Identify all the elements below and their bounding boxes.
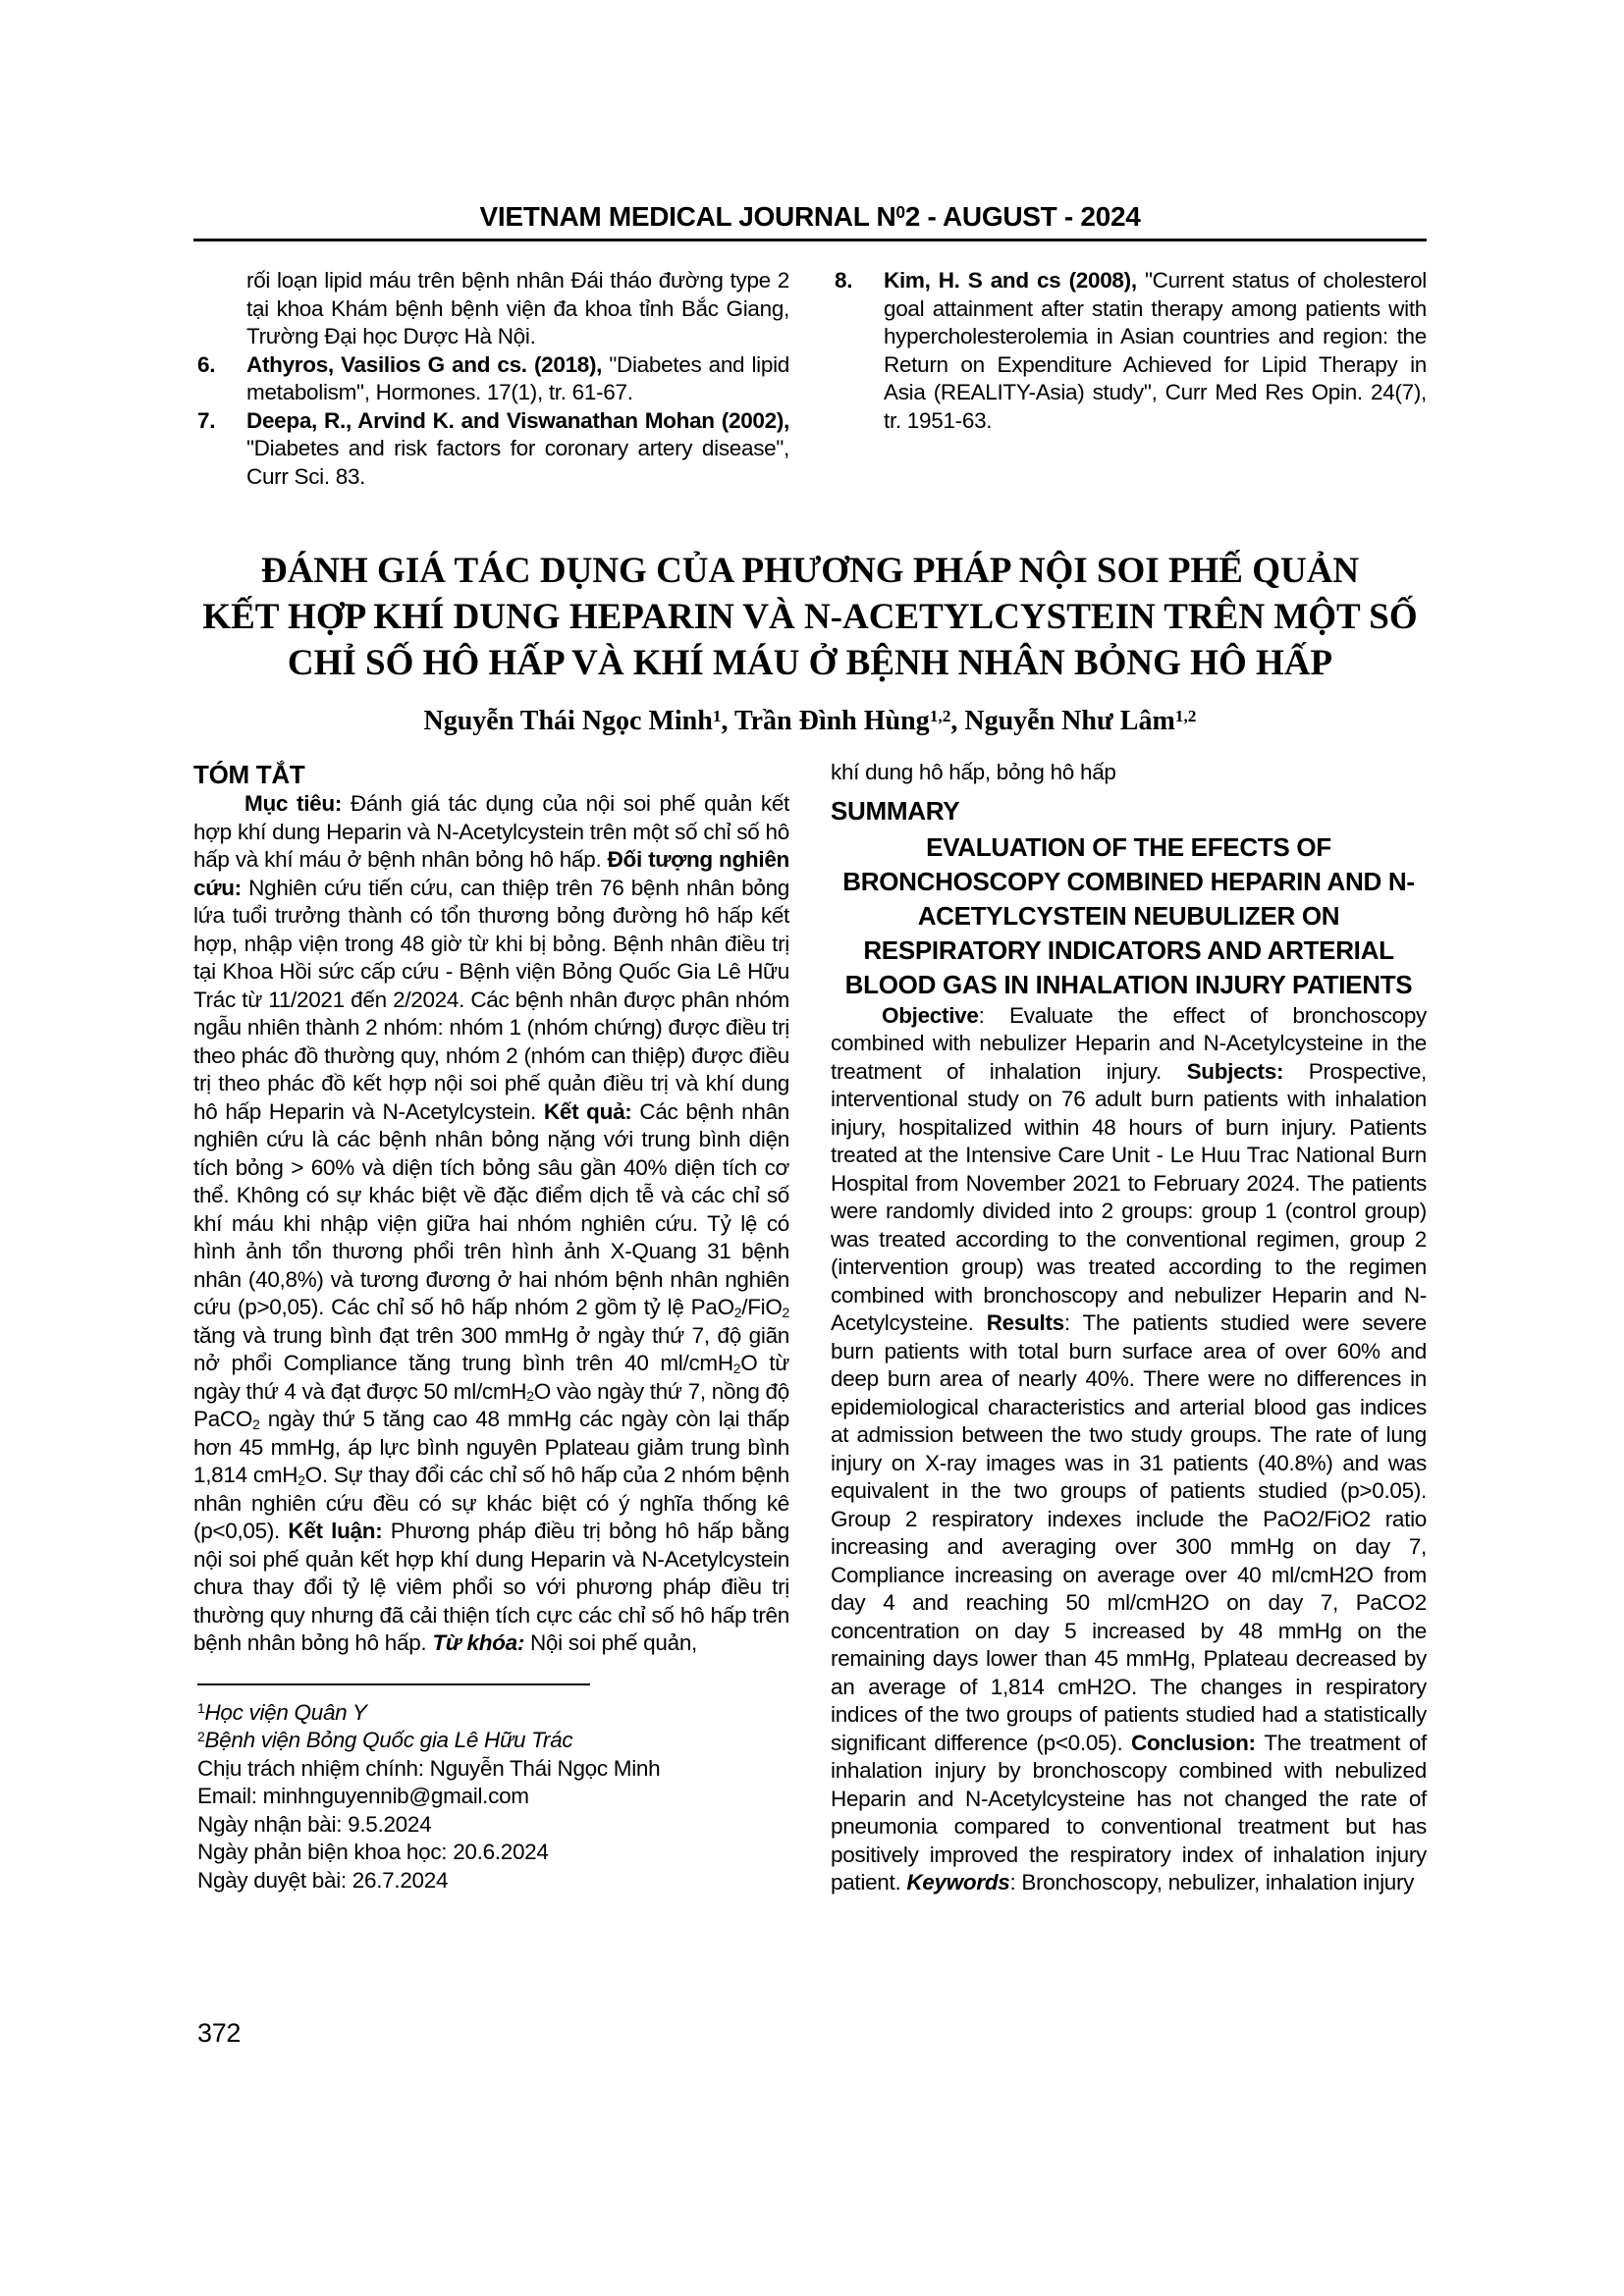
- reference-item: [193, 407, 789, 492]
- summary-column: [831, 759, 1427, 1897]
- summary-heading: SUMMARY: [831, 795, 960, 826]
- reference-text: Deepa, R., Arvind K. and Viswanathan Mohan (2002), "Diabetes and risk factors for coronary artery disease", Curr Sci. 83.: [246, 407, 789, 489]
- article-title-line: CHỈ SỐ HÔ HẤP VÀ KHÍ MÁU Ở BỆNH NHÂN BỎNG HÔ HẤP: [287, 643, 1333, 683]
- received-date-line: Ngày nhận bài: 9.5.2024: [197, 1811, 432, 1837]
- references-section: [193, 267, 1427, 491]
- review-date-line: Ngày phản biện khoa học: 20.6.2024: [197, 1840, 549, 1864]
- reference-item: [831, 267, 1427, 435]
- journal-header-title: VIETNAM MEDICAL JOURNAL $N^02$ - AUGUST - 2024: [479, 201, 1141, 232]
- abstract-column: [193, 759, 789, 1897]
- keywords-continuation: khí dung hô hấp, bỏng hô hấp: [831, 760, 1116, 784]
- reference-number: 6.: [197, 351, 216, 377]
- english-title-line: ACETYLCYSTEIN NEUBULIZER ON: [917, 900, 1340, 931]
- affiliation-2: $^2$Bệnh viện Bỏng Quốc gia Lê Hữu Trác: [197, 1728, 573, 1752]
- page-number: 372: [197, 2018, 242, 2048]
- footnote-separator: [197, 1683, 590, 1685]
- english-title-line: RESPIRATORY INDICATORS AND ARTERIAL: [863, 934, 1394, 965]
- authors-line: Nguyễn Thái Ngọc Minh$^1$, Trần Đình Hùng$^{1,2}$, Nguyễn Như Lâm$^{1,2}$: [423, 706, 1197, 736]
- footnotes-block: [193, 1683, 789, 1896]
- reference-text: Athyros, Vasilios G and cs. (2018), "Diabetes and lipid metabolism", Hormones. 17(1), tr. 61-67.: [246, 351, 789, 404]
- references-left-column: [193, 267, 789, 491]
- reference-item: [193, 351, 789, 407]
- corresponding-author-line: Chịu trách nhiệm chính: Nguyễn Thái Ngọc Minh: [197, 1755, 661, 1781]
- article-title: [193, 548, 1427, 686]
- reference-number: 8.: [835, 268, 853, 293]
- summary-paragraph: Objective: Evaluate the effect of bronchoscopy combined with nebulizer Heparin and N-Acetylcysteine in the treatment of inhalation injury. Subjects: Prospective, interventional study on 76 adult burn patients with inhalation injury, hospitalized within 48 hours of burn injury. Patients treated at the Intensive Care Unit - Le Huu Trac National Burn Hospital from November 2021 to February 2024. The patients were randomly divided into 2 groups: group 1 (control group) was treated according to the conventional regimen, group 2 (intervention group) was treated according to the regimen combined with bronchoscopy and nebulizer Heparin and N-Acetylcysteine. Results: The patients studied were severe burn patients with total burn surface area of over 60% and deep burn area of nearly 40%. There were no differences in epidemiological characteristics and arterial blood gas indices at admission between the two study groups. The rate of lung injury on X-ray images was in 31 patients (40.8%) and was equivalent in the two groups of patients studied (p>0.05). Group 2 respiratory indexes include the PaO2/FiO2 ratio increasing and averaging over 300 mmHg on day 7, Compliance increasing on average over 40 ml/cmH2O from day 4 and reaching 50 ml/cmH2O on day 7, PaCO2 concentration on day 5 increased by 48 mmHg on the remaining days lower than 45 mmHg, Pplateau decreased by an average of 1,814 cmH2O. The changes in respiratory indices of the two groups of patients studied had a statistically significant difference (p<0.05). Conclusion: The treatment of inhalation injury by bronchoscopy combined with nebulized Heparin and N-Acetylcysteine has not changed the rate of pneumonia compared to conventional treatment but has positively improved the respiratory index of inhalation injury patient. Keywords: Bronchoscopy, nebulizer, inhalation injury: [831, 1002, 1428, 1895]
- affiliation-1: $^1$Học viện Quân Y: [197, 1699, 367, 1725]
- english-title-line: BRONCHOSCOPY COMBINED HEPARIN AND N-: [842, 866, 1415, 896]
- english-title-line: BLOOD GAS IN INHALATION INJURY PATIENTS: [844, 969, 1413, 999]
- article-title-line: KẾT HỢP KHÍ DUNG HEPARIN VÀ N-ACETYLCYSTEIN TRÊN MỘT SỐ: [202, 597, 1418, 637]
- accepted-date-line: Ngày duyệt bài: 26.7.2024: [197, 1867, 449, 1893]
- email-line: Email: minhnguyennib@gmail.com: [197, 1784, 529, 1808]
- english-title: [831, 830, 1427, 1002]
- abstract-heading: TÓM TẮT: [193, 760, 305, 789]
- reference-continuation: rối loạn lipid máu trên bệnh nhân Đái tháo đường type 2 tại khoa Khám bệnh bệnh viện đa khoa tỉnh Bắc Giang, Trường Đại học Dược Hà Nội.: [246, 268, 789, 348]
- journal-header: [193, 201, 1427, 241]
- english-title-line: EVALUATION OF THE EFECTS OF: [926, 831, 1331, 862]
- article-body: [193, 759, 1427, 1897]
- reference-number: 7.: [197, 407, 216, 433]
- references-right-column: [831, 267, 1427, 491]
- reference-text: Kim, H. S and cs (2008), "Current status of cholesterol goal attainment after statin therapy among patients with hypercholesterolemia in Asian countries and region: the Return on Expenditure Achieved for Lipid Therapy in Asia (REALITY-Asia) study", Curr Med Res Opin. 24(7), tr. 1951-63.: [884, 268, 1427, 433]
- article-title-line: ĐÁNH GIÁ TÁC DỤNG CỦA PHƯƠNG PHÁP NỘI SOI PHẾ QUẢN: [260, 551, 1360, 591]
- abstract-paragraph: Mục tiêu: Đánh giá tác dụng của nội soi phế quản kết hợp khí dung Heparin và N-Acetylcystein trên một số chỉ số hô hấp và khí máu ở bệnh nhân bỏng hô hấp. Đối tượng nghiên cứu: Nghiên cứu tiến cứu, can thiệp trên 76 bệnh nhân bỏng lứa tuổi trưởng thành có tổn thương bỏng đường hô hấp kết hợp, nhập viện trong 48 giờ từ khi bị bỏng. Bệnh nhân điều trị tại Khoa Hồi sức cấp cứu - Bệnh viện Bỏng Quốc Gia Lê Hữu Trác từ 11/2021 đến 2/2024. Các bệnh nhân được phân nhóm ngẫu nhiên thành 2 nhóm: nhóm 1 (nhóm chứng) được điều trị theo phác đồ thường quy, nhóm 2 (nhóm can thiệp) được điều trị theo phác đồ kết hợp nội soi phế quản điều trị và khí dung hô hấp Heparin và N-Acetylcystein. Kết quả: Các bệnh nhân nghiên cứu là các bệnh nhân bỏng nặng với trung bình diện tích bỏng > 60% và diện tích bỏng sâu gần 40% diện tích cơ thể. Không có sự khác biệt về đặc điểm dịch tễ và các chỉ số khí máu khi nhập viện giữa hai nhóm nghiên cứu. Tỷ lệ có hình ảnh tổn thương phổi trên hình ảnh X-Quang 31 bệnh nhân (40,8%) và tương đương ở hai nhóm bệnh nhân nghiên cứu (p>0,05). Các chỉ số hô hấp nhóm 2 gồm tỷ lệ PaO$_2$/FiO$_2$ tăng và trung bình đạt trên 300 mmHg ở ngày thứ 7, độ giãn nở phổi Compliance tăng trung bình trên 40 ml/cmH$_2$O từ ngày thứ 4 và đạt được 50 ml/cmH$_2$O vào ngày thứ 7, nồng độ PaCO$_2$ ngày thứ 5 tăng cao 48 mmHg các ngày còn lại thấp hơn 45 mmHg, áp lực bình nguyên Pplateau giảm trung bình 1,814 cmH$_2$O. Sự thay đổi các chỉ số hô hấp của 2 nhóm bệnh nhân nghiên cứu đều có sự khác biệt có ý nghĩa thống kê (p<0,05). Kết luận: Phương pháp điều trị bỏng hô hấp bằng nội soi phế quản kết hợp khí dung Heparin và N-Acetylcystein chưa thay đổi tỷ lệ viêm phổi so với phương pháp điều trị thường quy nhưng đã cải thiện tích cực các chỉ số hô hấp trên bệnh nhân bỏng hô hấp. Từ khóa: Nội soi phế quản,: [193, 791, 790, 1655]
